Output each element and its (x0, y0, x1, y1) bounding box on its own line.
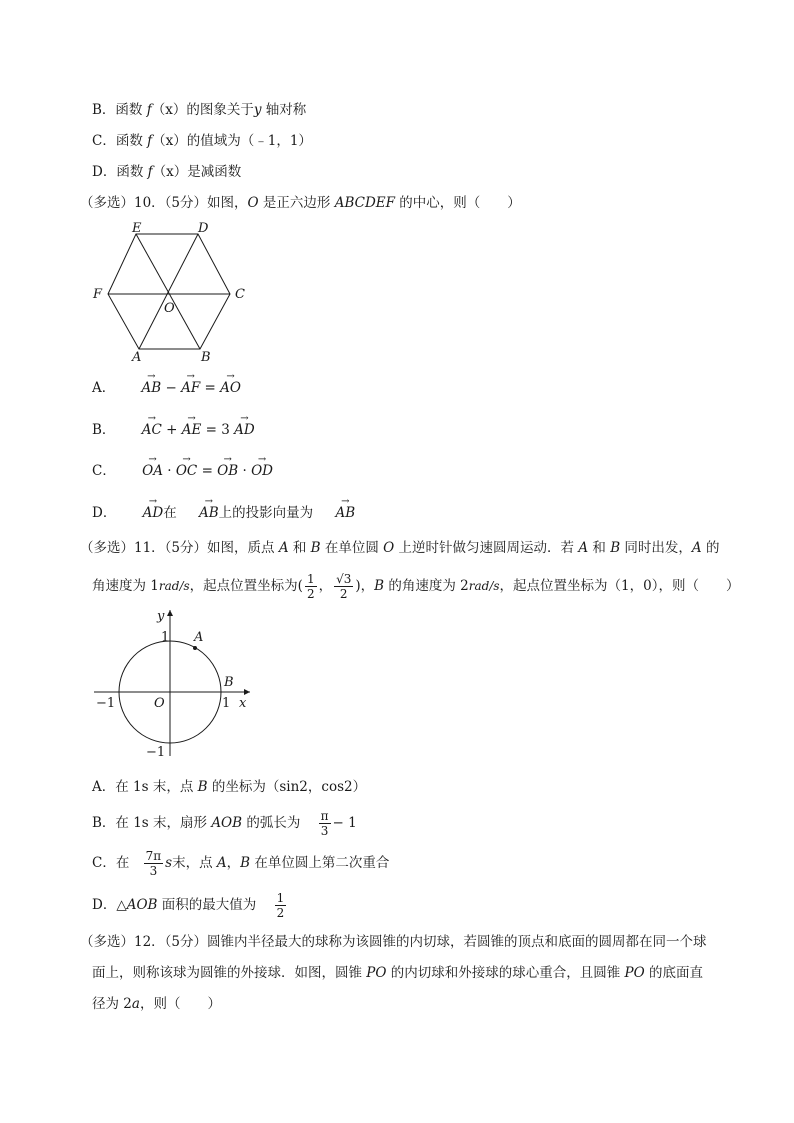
tick-neg1-bottom: −1 (146, 745, 166, 760)
label-x: x (239, 696, 247, 711)
point-a-marker (193, 646, 197, 650)
q9-option-c: C．函数 f（x）的值域为（﹣1，1） (92, 133, 312, 149)
label-e: E (132, 221, 142, 236)
tick-1-top: 1 (161, 630, 170, 645)
q12-stem-line1: （多选）12．（5分）圆锥内半径最大的球称为该圆锥的内切球，若圆锥的顶点和底面的圆周都在同一个球 (80, 934, 707, 950)
label-o: O (164, 301, 175, 316)
q11-stem-line1: （多选）11．（5分）如图，质点 A 和 B 在单位圆 O 上逆时针做匀速圆周运动．若 A 和 B 同时出发，A 的 (80, 540, 720, 556)
q10-option-b: B． → AC + → AE = 3 → AD (92, 420, 255, 440)
q10-option-d: D． → AD在 → AB上的投影向量为 → AB (92, 503, 355, 523)
q11-option-a: A．在 1s 末，点 B 的坐标为（sin2，cos2） (92, 779, 367, 795)
label-y: y (157, 609, 165, 624)
label-point-a: A (194, 630, 204, 645)
tick-1-right: 1 (222, 696, 231, 711)
q12-stem-line3: 径为 2a，则（ ） (92, 996, 221, 1012)
hexagon-figure (88, 216, 258, 366)
q9-option-d: D．函数 f（x）是减函数 (92, 164, 242, 180)
label-point-b: B (224, 675, 234, 690)
q11-option-b: B．在 1s 末，扇形 AOB 的弧长为 $\frac{\pi}{3}$ − 1 (92, 809, 357, 838)
q12-stem-line2: 面上，则称该球为圆锥的外接球．如图，圆锥 PO 的内切球和外接球的球心重合，且圆锥 PO 的底面直 (92, 965, 703, 981)
tick-neg1-left: −1 (96, 696, 116, 711)
label-a: A (132, 350, 142, 365)
q10-option-c: C． → OA · → OC = → OB · → OD (92, 461, 273, 481)
q10-option-a: A． → AB − → AF = → AO (92, 378, 241, 398)
unit-circle-figure (88, 604, 258, 764)
q9-option-b: B．函数 f（x）的图象关于y 轴对称 (92, 102, 307, 118)
label-origin: O (154, 696, 165, 711)
label-c: C (235, 287, 245, 302)
q11-option-c: C．在 $\frac{7\pi}{3}$ s末，点 A，B 在单位圆上第二次重合 (92, 849, 390, 878)
q11-option-d: D．△AOB 面积的最大值为 $\frac{1}{2}$ (92, 891, 285, 920)
label-f: F (93, 287, 103, 302)
q11-stem-line2: 角速度为 1rad/s，起点位置坐标为( $\frac{1}{2}$ ， $\frac{√3}{2}$ )，B 的角速度为 2rad/s，起点位置坐标为（1，0），则（ ） (92, 572, 740, 601)
label-b: B (201, 350, 211, 365)
q10-stem: （多选）10．（5分）如图，O 是正六边形 ABCDEF 的中心，则（ ） (80, 195, 521, 211)
diagonal-da (139, 234, 198, 349)
label-d: D (198, 221, 209, 236)
